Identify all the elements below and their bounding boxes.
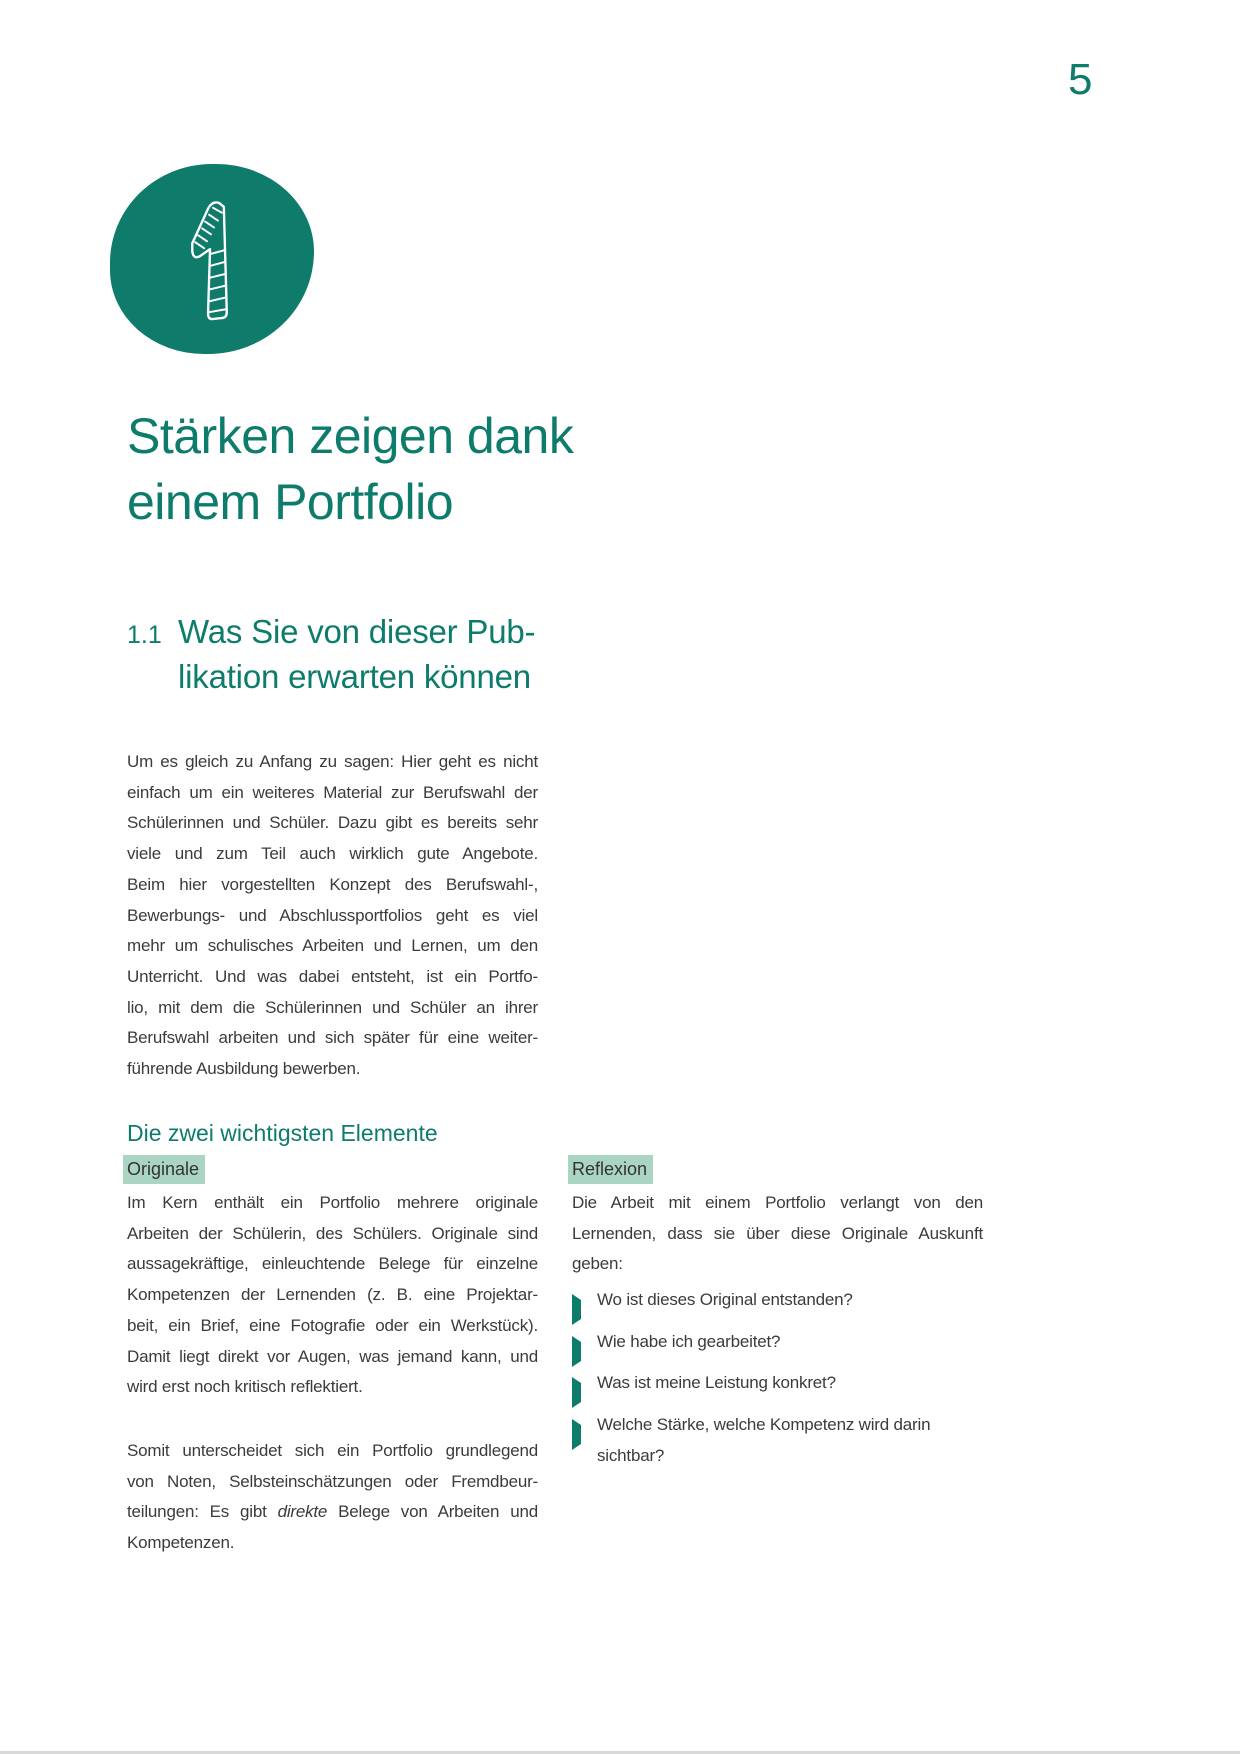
paragraph-text: Belege von Arbeiten und <box>327 1502 538 1522</box>
reflexion-bullet-list <box>572 1284 983 1472</box>
section-title: Was Sie von dieser Pub- likation erwarten können <box>178 613 536 695</box>
paragraph-line: Somit unterscheidet sich ein Portfolio grundlegend <box>127 1440 538 1460</box>
bullet-text: Wie habe ich gearbeitet? <box>597 1331 781 1351</box>
bullet-text: Was ist meine Leistung konkret? <box>597 1373 836 1393</box>
bullet-text: Wo ist dieses Original entstanden? <box>597 1290 853 1310</box>
reflexion-label: Reflexion <box>568 1155 653 1184</box>
paragraph-text: teilungen: Es gibt <box>127 1502 278 1522</box>
bullet-item <box>572 1326 983 1368</box>
column-reflexion <box>572 1155 983 1559</box>
paragraph-line: von Noten, Selbsteinschätzungen oder Fremdbeur- <box>127 1471 538 1491</box>
bullet-item <box>572 1409 983 1472</box>
paragraph-line: Kompetenzen. <box>127 1533 235 1553</box>
elements-heading: Die zwei wichtigsten Elemente <box>127 1120 438 1146</box>
emphasized-word: direkte <box>277 1502 328 1522</box>
section-number: 1.1 <box>127 621 162 649</box>
page-number: 5 <box>1068 55 1093 104</box>
two-column-section <box>127 1155 983 1559</box>
portfolio-difference-paragraph <box>127 1436 538 1559</box>
intro-paragraph: Um es gleich zu Anfang zu sagen: Hier geht es nicht einfach um ein weiteres Material zur Berufswahl der Schülerinnen und Schüler. Dazu gibt es bereits sehr viele und zum Teil auch wirklich gute Angebote. Beim hier vorgestellten Konzept des Berufswahl-, Bewerbungs- und Abschlussportfolios geht es viel mehr um schulisches Arbeiten und Lernen, um den Unterricht. Und was dabei entsteht, ist ein Portfo- lio, mit dem die Schülerinnen und Schüler an ihrer Berufswahl arbeiten und sich später für eine weiter- führende Ausbildung bewerben. <box>127 752 538 1079</box>
chapter-title: Stärken zeigen dank einem Portfolio <box>127 408 574 530</box>
bullet-arrow-icon <box>572 1367 597 1409</box>
section-heading <box>127 609 535 699</box>
bullet-item <box>572 1367 983 1409</box>
originale-label: Originale <box>123 1155 205 1184</box>
bullet-arrow-icon <box>572 1326 597 1368</box>
chapter-badge <box>110 164 314 354</box>
originale-paragraph: Im Kern enthält ein Portfolio mehrere originale Arbeiten der Schülerin, des Schülers. Originale sind aussagekräftige, einleuchtende Belege für einzelne Kompetenzen der Lernenden (z. B. eine Projektar- beit, ein Brief, eine Fotografie oder ein Werkstück). Damit liegt direkt vor Augen, was jemand kann, und wird erst noch kritisch reflektiert. <box>127 1193 538 1397</box>
column-originale <box>127 1155 538 1559</box>
bullet-arrow-icon <box>572 1284 597 1326</box>
reflexion-intro: Die Arbeit mit einem Portfolio verlangt von den Lernenden, dass sie über diese Originale Auskunft geben: <box>572 1193 983 1274</box>
chapter-number-illustration <box>179 192 245 326</box>
bullet-arrow-icon <box>572 1409 597 1451</box>
paragraph-line <box>127 1497 538 1528</box>
bullet-text: Welche Stärke, welche Kompetenz wird darin sichtbar? <box>597 1414 931 1466</box>
bullet-item <box>572 1284 983 1326</box>
